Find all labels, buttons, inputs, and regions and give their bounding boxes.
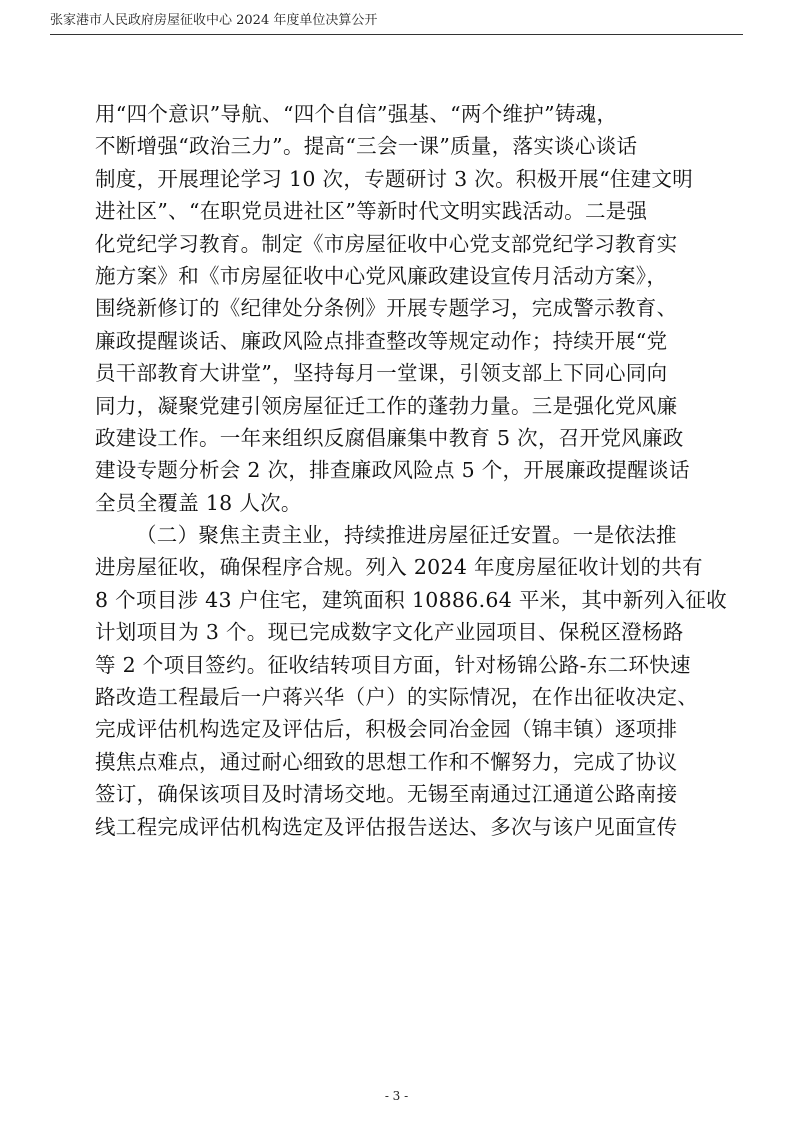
body-line-3: 制度，开展理论学习 10 次，专题研讨 3 次。积极开展“住建文明 <box>95 166 694 191</box>
body-line-9: 员干部教育大讲堂”，坚持每月一堂课，引领支部上下同心同向 <box>95 361 668 386</box>
body-line-11: 政建设工作。一年来组织反腐倡廉集中教育 5 次，召开党风廉政 <box>95 425 684 450</box>
body-line-13: 全员全覆盖 18 人次。 <box>95 490 302 515</box>
body-line-5: 化党纪学习教育。制定《市房屋征收中心党支部党纪学习教育实 <box>95 231 678 256</box>
body-line-18: 等 2 个项目签约。征收结转项目方面，针对杨锦公路-东二环快速 <box>95 652 691 677</box>
body-line-23: 线工程完成评估机构选定及评估报告送达、多次与该户见面宣传 <box>95 814 678 839</box>
document-body <box>95 98 735 843</box>
page-header-title: 张家港市人民政府房屋征收中心 2024 年度单位决算公开 <box>50 13 378 28</box>
body-line-15: 进房屋征收，确保程序合规。列入 2024 年度房屋征收计划的共有 <box>95 555 703 580</box>
body-line-8: 廉政提醒谈话、廉政风险点排查整改等规定动作；持续开展“党 <box>95 328 668 353</box>
body-line-17: 计划项目为 3 个。现已完成数字文化产业园项目、保税区澄杨路 <box>95 620 684 645</box>
body-line-19: 路改造工程最后一户蒋兴华（户）的实际情况，在作出征收决定、 <box>95 685 699 710</box>
body-line-22: 签订，确保该项目及时清场交地。无锡至南通过江通道公路南接 <box>95 782 678 807</box>
body-line-6: 施方案》和《市房屋征收中心党风廉政建设宣传月活动方案》， <box>95 263 668 288</box>
body-line-4: 进社区”、“在职党员进社区”等新时代文明实践活动。二是强 <box>95 199 648 224</box>
page-number: - 3 - <box>384 1089 409 1103</box>
body-line-1: 用“四个意识”导航、“四个自信”强基、“两个维护”铸魂， <box>95 102 618 126</box>
body-line-10: 同力，凝聚党建引领房屋征迁工作的蓬勃力量。三是强化党风廉 <box>95 393 678 418</box>
body-line-20: 完成评估机构选定及评估后，积极会同冶金园（锦丰镇）逐项排 <box>95 717 678 742</box>
body-line-2: 不断增强“政治三力”。提高“三会一课”质量，落实谈心谈话 <box>95 134 638 159</box>
body-line-16: 8 个项目涉 43 户住宅，建筑面积 10886.64 平米，其中新列入征收 <box>95 587 727 612</box>
body-line-12: 建设专题分析会 2 次，排查廉政风险点 5 个，开展廉政提醒谈话 <box>95 458 690 483</box>
body-line-21: 摸焦点难点，通过耐心细致的思想工作和不懈努力，完成了协议 <box>95 749 678 774</box>
body-line-14: （二）聚焦主责主业，持续推进房屋征迁安置。一是依法推 <box>136 523 677 548</box>
body-line-7: 围绕新修订的《纪律处分条例》开展专题学习，完成警示教育、 <box>95 296 678 321</box>
header-divider <box>50 34 743 35</box>
